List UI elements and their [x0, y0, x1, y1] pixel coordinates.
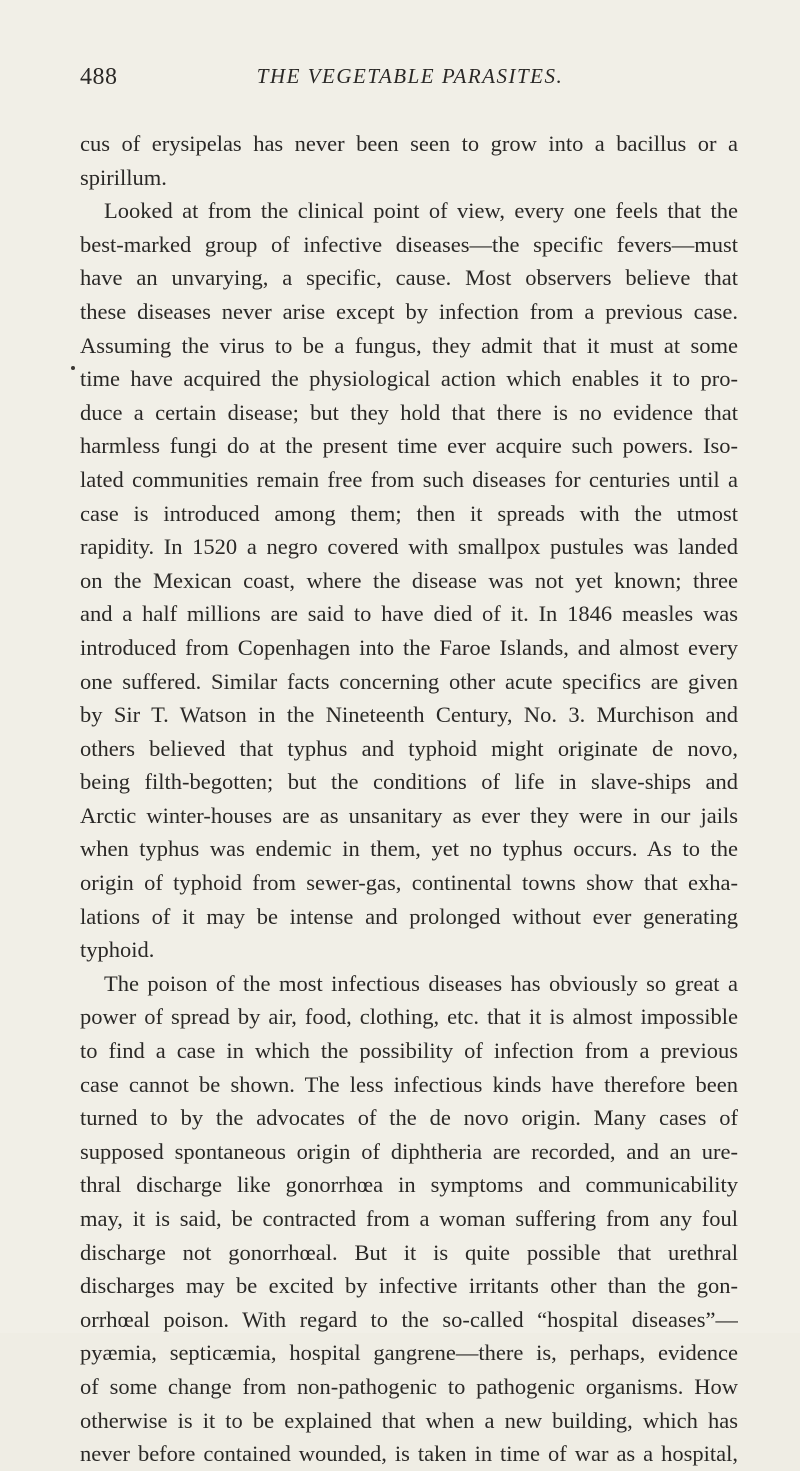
text-line: typhoid. [80, 937, 155, 963]
text-line: when typhus was endemic in them, yet no typhus occurs. As to the [80, 836, 738, 862]
text-line: thral discharge like gonorrhœa in symptoms and communicability [80, 1172, 738, 1198]
text-line: spirillum. [80, 164, 167, 190]
text-line: case is introduced among them; then it spreads with the utmost [80, 500, 738, 526]
text-line: introduced from Copenhagen into the Faroe Islands, and almost every [80, 634, 738, 660]
text-line: have an unvarying, a specific, cause. Most observers believe that [80, 265, 738, 291]
text-line: of some change from non-pathogenic to pathogenic organisms. How [80, 1373, 738, 1399]
text-line: best-marked group of infective diseases—the specific fevers—must [80, 231, 738, 257]
page-number: 488 [80, 64, 118, 90]
text-line: by Sir T. Watson in the Nineteenth Century, No. 3. Murchison and [80, 702, 738, 728]
text-line: The poison of the most infectious diseases has obviously so great a [104, 970, 738, 996]
text-line: orrhœal poison. With regard to the so-called “hospital diseases”— [80, 1306, 738, 1332]
text-line: never before contained wounded, is taken in time of war as a hospital, [80, 1441, 738, 1467]
text-line: harmless fungi do at the present time ever acquire such powers. Iso- [80, 433, 738, 459]
text-line: turned to by the advocates of the de novo origin. Many cases of [80, 1105, 738, 1131]
text-line: to find a case in which the possibility of infection from a previous [80, 1038, 738, 1064]
text-line: others believed that typhus and typhoid might originate de novo, [80, 735, 738, 761]
text-line: discharge not gonorrhœal. But it is quite possible that urethral [80, 1239, 738, 1265]
text-line: case cannot be shown. The less infectious kinds have therefore been [80, 1071, 738, 1097]
text-line: may, it is said, be contracted from a woman suffering from any foul [80, 1206, 738, 1231]
text-line: being filth-begotten; but the conditions of life in slave-ships and [80, 769, 738, 795]
text-line: Arctic winter-houses are as unsanitary as ever they were in our jails [80, 802, 738, 828]
text-line: these diseases never arise except by infection from a previous case. [80, 298, 738, 324]
text-line: and a half millions are said to have died of it. In 1846 measles was [80, 601, 738, 627]
text-line: one suffered. Similar facts concerning other acute specifics are given [80, 668, 738, 694]
text-line: power of spread by air, food, clothing, etc. that it is almost impossible [80, 1004, 738, 1030]
text-line: supposed spontaneous origin of diphtheria are recorded, and an ure- [80, 1138, 738, 1164]
text-line: time have acquired the physiological action which enables it to pro- [80, 366, 738, 392]
text-line: origin of typhoid from sewer-gas, continental towns show that exha- [80, 870, 738, 896]
body-text [80, 127, 738, 1471]
text-line: Looked at from the clinical point of view, every one feels that the [104, 198, 738, 224]
text-line: pyæmia, septicæmia, hospital gangrene—there is, perhaps, evidence [80, 1340, 738, 1366]
running-title: THE VEGETABLE PARASITES. [256, 64, 564, 88]
text-line: on the Mexican coast, where the disease was not yet known; three [80, 567, 738, 593]
running-head [80, 64, 740, 100]
text-line: otherwise is it to be explained that when a new building, which has [80, 1407, 738, 1433]
text-line: discharges may be excited by infective irritants other than the gon- [80, 1273, 738, 1299]
text-line: duce a certain disease; but they hold that there is no evidence that [80, 399, 738, 425]
margin-mark [71, 366, 75, 370]
text-line: rapidity. In 1520 a negro covered with smallpox pustules was landed [80, 534, 738, 560]
text-line: Assuming the virus to be a fungus, they admit that it must at some [80, 332, 738, 358]
text-line: lations of it may be intense and prolonged without ever generating [80, 903, 738, 929]
text-line: cus of erysipelas has never been seen to grow into a bacillus or a [80, 131, 738, 156]
text-line: lated communities remain free from such diseases for centuries until a [80, 466, 738, 492]
